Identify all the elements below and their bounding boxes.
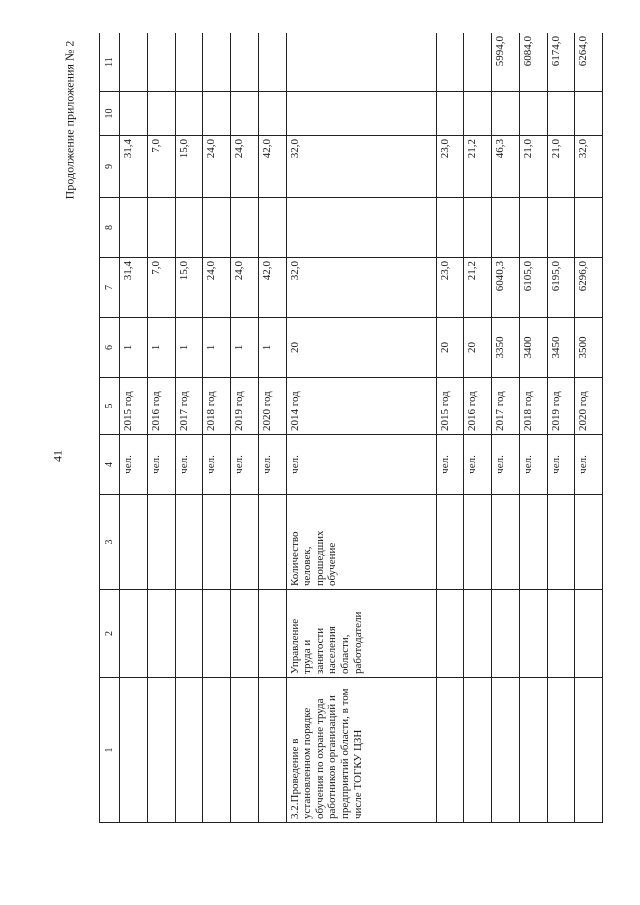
value-col11-cell [436,33,464,92]
indicator-cell [258,495,286,590]
page-number: 41 [50,450,65,462]
value-col10-cell [175,92,203,136]
value-col8-cell [464,198,492,258]
value-col9-cell: 32,0 [286,136,436,198]
value-col11-cell [203,33,231,92]
unit-cell: чел. [231,435,259,495]
value-col9-cell: 21,0 [547,136,575,198]
unit-cell: чел. [464,435,492,495]
value-col9-cell: 31,4 [120,136,148,198]
value-col9-cell: 15,0 [175,136,203,198]
value-col6-cell: 20 [436,318,464,378]
table-row [147,33,175,823]
value-col10-cell [203,92,231,136]
value-col9-cell: 23,0 [436,136,464,198]
indicator-cell [175,495,203,590]
indicator-cell [492,495,520,590]
year-cell: 2014 год [286,378,436,435]
column-number-1: 1 [100,678,120,823]
value-col11-cell: 6264,0 [575,33,603,92]
value-col8-cell [258,198,286,258]
value-col8-cell [436,198,464,258]
unit-cell: чел. [120,435,148,495]
value-col11-cell [120,33,148,92]
table-row [175,33,203,823]
value-col6-cell: 20 [286,318,436,378]
year-cell: 2017 год [492,378,520,435]
table-row [203,33,231,823]
value-col9-cell: 42,0 [258,136,286,198]
value-col7-cell: 6105,0 [519,258,547,318]
indicator-cell [547,495,575,590]
appendix-caption: Продолжение приложения № 2 [62,40,77,200]
measure-cell [436,678,464,823]
value-col7-cell: 42,0 [258,258,286,318]
measure-cell [258,678,286,823]
value-col7-cell: 15,0 [175,258,203,318]
value-col7-cell: 21,2 [464,258,492,318]
value-col8-cell [575,198,603,258]
value-col10-cell [120,92,148,136]
measure-cell [492,678,520,823]
table-row [464,33,492,823]
value-col9-cell: 24,0 [203,136,231,198]
value-col10-cell [436,92,464,136]
indicator-cell [436,495,464,590]
column-number-3: 3 [100,495,120,590]
measure-cell [147,678,175,823]
unit-cell: чел. [547,435,575,495]
value-col6-cell: 3400 [519,318,547,378]
executor-cell: Управление труда и занятости населения области, работодатели [286,590,436,678]
value-col11-cell: 6084,0 [519,33,547,92]
value-col8-cell [120,198,148,258]
executor-cell [175,590,203,678]
value-col10-cell [286,92,436,136]
executor-cell [492,590,520,678]
year-cell: 2018 год [519,378,547,435]
value-col11-cell [147,33,175,92]
value-col7-cell: 7,0 [147,258,175,318]
value-col9-cell: 32,0 [575,136,603,198]
unit-cell: чел. [286,435,436,495]
value-col6-cell: 3450 [547,318,575,378]
value-col10-cell [519,92,547,136]
indicator-cell [231,495,259,590]
executor-cell [147,590,175,678]
year-cell: 2016 год [147,378,175,435]
unit-cell: чел. [258,435,286,495]
value-col9-cell: 46,3 [492,136,520,198]
indicator-cell [147,495,175,590]
table-row [231,33,259,823]
measure-cell [519,678,547,823]
unit-cell: чел. [519,435,547,495]
year-cell: 2019 год [547,378,575,435]
value-col6-cell: 1 [175,318,203,378]
column-number-10: 10 [100,92,120,136]
year-cell: 2016 год [464,378,492,435]
executor-cell [203,590,231,678]
executor-cell [258,590,286,678]
value-col11-cell: 6174,0 [547,33,575,92]
value-col7-cell: 6040,3 [492,258,520,318]
value-col6-cell: 1 [258,318,286,378]
column-number-4: 4 [100,435,120,495]
value-col8-cell [492,198,520,258]
table-row [436,33,464,823]
value-col10-cell [147,92,175,136]
executor-cell [519,590,547,678]
measure-cell [575,678,603,823]
table-row [492,33,520,823]
value-col7-cell: 24,0 [203,258,231,318]
indicator-cell [203,495,231,590]
value-col8-cell [547,198,575,258]
unit-cell: чел. [147,435,175,495]
column-number-9: 9 [100,136,120,198]
value-col9-cell: 24,0 [231,136,259,198]
value-col7-cell: 6296,0 [575,258,603,318]
value-col6-cell: 1 [120,318,148,378]
column-number-8: 8 [100,198,120,258]
value-col8-cell [519,198,547,258]
appendix-table [99,33,603,823]
unit-cell: чел. [436,435,464,495]
measure-cell [120,678,148,823]
value-col6-cell: 1 [231,318,259,378]
value-col10-cell [464,92,492,136]
measure-cell: 3.2.Проведение в установленном порядке обучения по охране труда работников организаций и предприятий области, в том числе ТОГКУ ЦЗН [286,678,436,823]
value-col11-cell: 5994,0 [492,33,520,92]
value-col10-cell [547,92,575,136]
table-row [575,33,603,823]
value-col6-cell: 20 [464,318,492,378]
value-col11-cell [231,33,259,92]
value-col6-cell: 3350 [492,318,520,378]
executor-cell [436,590,464,678]
indicator-cell [464,495,492,590]
column-number-row [100,33,120,823]
table-row [519,33,547,823]
executor-cell [575,590,603,678]
table-row [258,33,286,823]
year-cell: 2017 год [175,378,203,435]
value-col7-cell: 23,0 [436,258,464,318]
value-col10-cell [575,92,603,136]
indicator-cell [120,495,148,590]
year-cell: 2018 год [203,378,231,435]
measure-cell [547,678,575,823]
value-col6-cell: 1 [147,318,175,378]
year-cell: 2020 год [575,378,603,435]
measure-cell [231,678,259,823]
value-col8-cell [286,198,436,258]
value-col7-cell: 32,0 [286,258,436,318]
value-col9-cell: 21,2 [464,136,492,198]
unit-cell: чел. [175,435,203,495]
table-container [99,33,603,823]
value-col6-cell: 1 [203,318,231,378]
indicator-cell [519,495,547,590]
year-cell: 2019 год [231,378,259,435]
value-col11-cell [464,33,492,92]
column-number-6: 6 [100,318,120,378]
value-col8-cell [175,198,203,258]
year-cell: 2015 год [436,378,464,435]
unit-cell: чел. [575,435,603,495]
value-col7-cell: 6195,0 [547,258,575,318]
column-number-2: 2 [100,590,120,678]
measure-cell [464,678,492,823]
executor-cell [464,590,492,678]
value-col10-cell [492,92,520,136]
column-number-7: 7 [100,258,120,318]
value-col11-cell [175,33,203,92]
measure-cell [203,678,231,823]
rotated-table-frame [99,33,603,823]
executor-cell [547,590,575,678]
table-body [100,33,603,823]
table-row [547,33,575,823]
measure-cell [175,678,203,823]
unit-cell: чел. [203,435,231,495]
year-cell: 2015 год [120,378,148,435]
table-row [286,33,436,823]
value-col8-cell [203,198,231,258]
value-col7-cell: 24,0 [231,258,259,318]
value-col7-cell: 31,4 [120,258,148,318]
indicator-cell: Количество человек, прошедших обучение [286,495,436,590]
value-col10-cell [258,92,286,136]
value-col6-cell: 3500 [575,318,603,378]
column-number-5: 5 [100,378,120,435]
table-row [120,33,148,823]
executor-cell [231,590,259,678]
year-cell: 2020 год [258,378,286,435]
value-col8-cell [147,198,175,258]
value-col10-cell [231,92,259,136]
unit-cell: чел. [492,435,520,495]
value-col8-cell [231,198,259,258]
value-col11-cell [258,33,286,92]
executor-cell [120,590,148,678]
value-col9-cell: 7,0 [147,136,175,198]
value-col11-cell [286,33,436,92]
indicator-cell [575,495,603,590]
column-number-11: 11 [100,33,120,92]
value-col9-cell: 21,0 [519,136,547,198]
